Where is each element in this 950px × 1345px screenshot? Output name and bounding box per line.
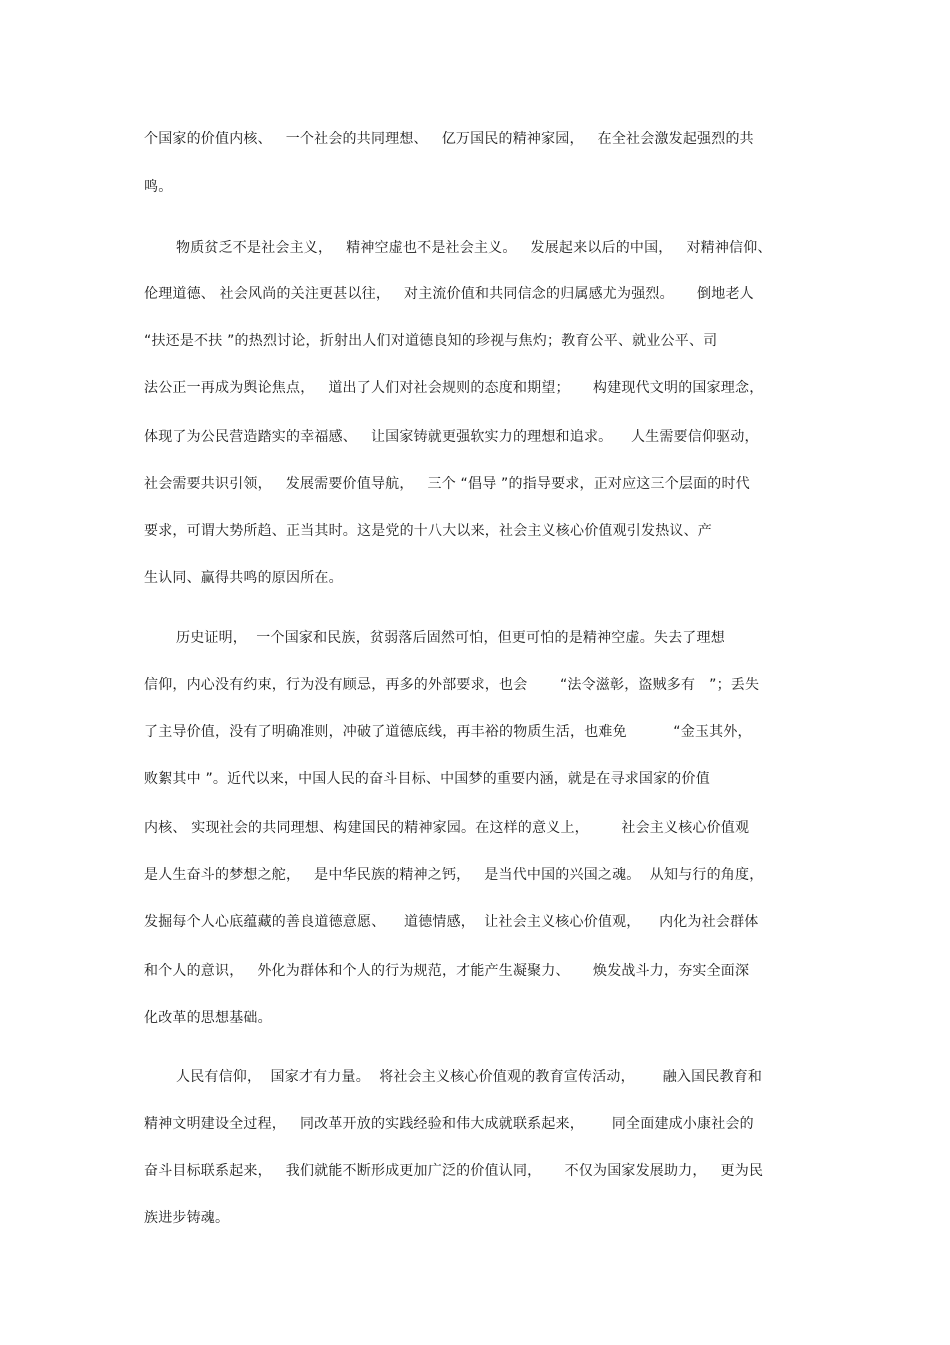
text-line: 人民有信仰， 国家才有力量。 将社会主义核心价值观的教育宣传活动， 融入国民教育和 — [176, 1069, 763, 1085]
text-line: 族进步铸魂。 — [144, 1210, 230, 1226]
text-line: 奋斗目标联系起来， 我们就能不断形成更加广泛的价值认同， 不仅为国家发展助力， 更为民 — [144, 1163, 764, 1179]
text-line: “扶还是不扶 ”的热烈讨论，折射出人们对道德良知的珍视与焦灼；教育公平、就业公平、司 — [144, 333, 718, 349]
text-line: 和个人的意识， 外化为群体和个人的行为规范，才能产生凝聚力、 焕发战斗力，夯实全面深 — [144, 963, 750, 979]
text-line: 物质贫乏不是社会主义， 精神空虚也不是社会主义。 发展起来以后的中国， 对精神信仰、 — [176, 240, 772, 256]
text-line: 法公正一再成为舆论焦点， 道出了人们对社会规则的态度和期望； 构建现代文明的国家理念， — [144, 380, 764, 396]
text-line: 伦理道德、 社会风尚的关注更甚以往， 对主流价值和共同信念的归属感尤为强烈。 倒地老人 — [144, 286, 754, 302]
text-line: 败絮其中 ”。近代以来，中国人民的奋斗目标、中国梦的重要内涵，就是在寻求国家的价值 — [144, 771, 710, 787]
text-line: 化改革的思想基础。 — [144, 1010, 272, 1026]
text-line: 信仰，内心没有约束，行为没有顾忌，再多的外部要求，也会 “法令滋彰，盗贼多有 ”；丢失 — [144, 677, 760, 693]
text-line: 个国家的价值内核、 一个社会的共同理想、 亿万国民的精神家园， 在全社会激发起强烈的共 — [144, 131, 754, 147]
text-line: 发掘每个人心底蕴藏的善良道德意愿、 道德情感， 让社会主义核心价值观， 内化为社会群体 — [144, 914, 759, 930]
text-line: 精神文明建设全过程， 同改革开放的实践经验和伟大成就联系起来， 同全面建成小康社会的 — [144, 1116, 754, 1132]
text-line: 是人生奋斗的梦想之舵， 是中华民族的精神之钙， 是当代中国的兴国之魂。 从知与行的角度， — [144, 867, 764, 883]
text-line: 体现了为公民营造踏实的幸福感、 让国家铸就更强软实力的理想和追求。 人生需要信仰驱动， — [144, 429, 759, 445]
text-line: 内核、 实现社会的共同理想、构建国民的精神家园。在这样的意义上， 社会主义核心价值观 — [144, 820, 750, 836]
text-line: 社会需要共识引领， 发展需要价值导航， 三个 “倡导 ”的指导要求，正对应这三个层面的时代 — [144, 476, 750, 492]
text-line: 生认同、赢得共鸣的原因所在。 — [144, 570, 343, 586]
text-line: 了主导价值，没有了明确准则，冲破了道德底线，再丰裕的物质生活，也难免 “金玉其外， — [144, 724, 752, 740]
text-line: 鸣。 — [144, 179, 173, 195]
text-line: 历史证明， 一个国家和民族，贫弱落后固然可怕，但更可怕的是精神空虚。失去了理想 — [176, 630, 725, 646]
text-line: 要求，可谓大势所趋、正当其时。这是党的十八大以来，社会主义核心价值观引发热议、产 — [144, 523, 712, 539]
